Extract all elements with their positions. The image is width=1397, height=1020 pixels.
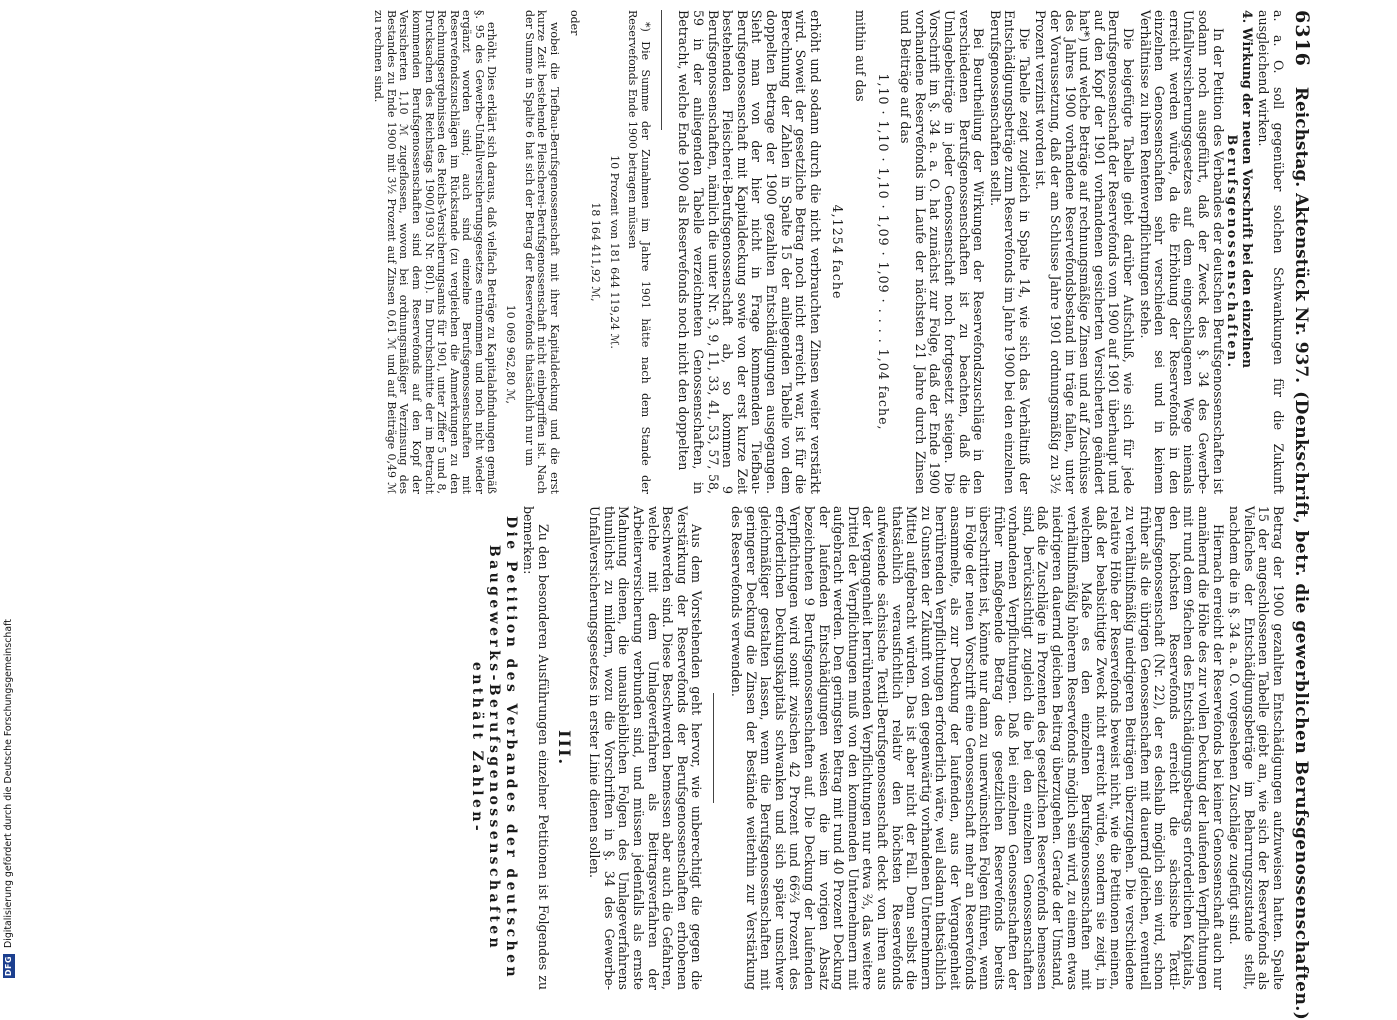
footnote-oder: oder <box>568 10 582 36</box>
section-heading <box>1225 10 1254 494</box>
footnote <box>372 10 651 494</box>
paragraph: Hiernach erreicht der Reservefonds bei keiner Genossenschaft auch nur annähernd die Höhe des zur vollen Deckung der laufenden Verpflichtungen mit rund dem 9fachen des Entschädigungsbetrags erforderlichen Kapitals, den höchsten Reservefonds erreicht die sächsische Textil-Berufsgenossenschaft (Nr. 22), der es deshalb möglich sein wird, schon früher als die übrigen Genossenschaften mit dauernd gleichen, eventuell zu verhältnißmäßig niedrigeren Beiträgen überzugehen. Die verschiedene relative Höhe der Reservefonds beweist nicht, wie die Petitionen meinen, daß der beabsichtigte Zweck nicht erreicht würde, sondern sie zeigt, in welchem Maße es den einzelnen Berufsgenossenschaften mit verhältnißmäßig höherem Reservefonds möglich sein wird, zu einem etwas niedrigeren dauernd gleichen Beitrag überzugehen. Gerade der Umstand, daß die Zuschläge in Prozenten des gesetzlichen Reservefonds bemessen sind, berücksichtigt zugleich die bei den einzelnen Genossenschaften vorhandenen Verpflichtungen. Daß bei einzelnen Genossenschaften der früher maßgebende Betrag des gesetzlichen Reservefonds bereits überschritten ist, könnte nur dann zu unerwünschten Folgen führen, wenn in Folge der neuen Vorschrift eine Genossenschaft mehr an Reservefonds ansammelte, als zur Deckung der laufenden, aus der Vergangenheit herrührenden Verpflichtungen erforderlich wäre, weil alsdann thatsächlich zu Gunsten der Zukunft von den gegenwärtig vorhandenen Unternehmern Mittel aufgebracht würden. Das ist aber nicht der Fall. Denn selbst die thatsächlich verausfichtlich relativ den höchsten Reservefonds aufweisende sächsische Textil-Berufsgenossenschaft deckt von ihren aus der Vergangenheit herrührenden Verpflichtungen nur etwa ⅔, das weitere Drittel der Verpflichtungen muß von den kommenden Unternehmern mit aufgebracht werden. Den geringsten Betrag mit rund 40 Prozent Deckung der laufenden Entschädigungen weisen die im vorigen Absatz bezeichneten 9 Berufsgenossenschaften auf. Die Deckung der laufenden Verpflichtungen wird somit zwischen 42 Prozent und 66⅔ Prozent des erforderlichen Deckungskapitals schwanken und sich später unschwer gleichmäßiger gestalten lassen, wenn die Berufsgenossenschaften mit geringerer Deckung die Zinsen der Bestände weiterhin zur Verstärkung des Reservefonds verwenden. <box>729 506 1226 990</box>
footnote-text: wobei die Tiefbau-Berufsgenossenschaft mit ihrer Kapitaldeckung und die erst kurze Zeit bestehende Fleischerei-Berufsgenossenschaft nicht einbegriffen ist. Nach der Summe in Spalte 6 hat sich der Betrag der Reservefonds thatsächlich nur um <box>522 10 561 494</box>
footnote-text: erhöht. Dies erklärt sich daraus, daß vielfach Beträge zu Kapitalabfindungen gemäß §. 95 des Gewerbe-Unfallversicherungsgesetzes entnommen und noch nicht wieder ergänzt worden sind; auch sind einzelne Berufsgenossenschaften mit Reservefondszuschlägen im Rückstande (zu vergleichen die Anmerkungen zu den Rechnungsergebnissen des Reichs-Versicherungsamts für 1901, unter Ziffer 5 und 8, Drucksachen des Reichstags 1900/1903 Nr. 801). Im Durchschnitte der im Betracht kommenden Berufsgenossenschaften sind dem Reservefonds auf den Kopf der Versicherten 1,10 ℳ zugeflossen, wovon bei ordnungsmäßiger Verzinsung des Bestandes zu Ende 1900 mit 3½ Prozent auf Zinsen 0,61 ℳ und auf Beiträge 0,49 ℳ zu rechnen sind. <box>372 10 499 494</box>
document-page <box>60 0 1320 1020</box>
left-column <box>370 10 1285 494</box>
running-head <box>1291 10 1313 1020</box>
paragraph: Betrag der 1900 gezahlten Entschädigungen aufzuweisen hatten. Spalte 15 der angeschlossenen Tabelle giebt an, wie sich der Reservefonds als Vielfaches der Entschädigungsbeträge im Beharrungszustande stellt, nachdem die in §. 34 a. a. O. vorgesehenen Zuschläge zugefügt sind. <box>1227 506 1286 990</box>
paragraph: erhöht und sodann durch die nicht verbrauchten Zinsen weiter verstärkt wird. Soweit der gesetzliche Betrag noch nicht erreicht war, ist für die Berechnung der Zahlen in Spalte 15 der anliegenden Tabelle von dem doppelten Betrage der 1900 gezahlten Entschädigungen ausgegangen. Sieht man von der hier nicht in Frage kommenden Tiefbau-Berufsgenossenschaft mit Kapitaldeckung sowie von der erst kurze Zeit bestehenden Fleischerei-Berufsgenossenschaft ab, so kommen 9 Berufsgenossenschaften, nämlich die unter Nr. 3, 9, 11, 33, 41, 53, 57, 58, 59 in der anliegenden Tabelle verzeichneten Genossenschaften, in Betracht, welche Ende 1900 als Reservefonds noch nicht den doppelten <box>676 10 823 494</box>
dfg-logo: DFG <box>4 955 13 977</box>
paragraph: mithin auf das <box>852 10 868 102</box>
divider <box>713 693 714 803</box>
paragraph: In der Petition des Verbandes der deutschen Berufsgenossenschaften ist sodann noch ausgeführt, daß der Zweck des §. 34 des Gewerbe-Unfallversicherungsgesetzes auf dem eingeschlagenen Wege niemals erreicht werden würde, da die Erhöhung der Reservefonds in den einzelnen Genossenschaften sehr verschieden sei und in keinem Verhältnisse zu ihren Rentenverpflichtungen stehe. <box>1137 10 1226 494</box>
section-heading-sub: Berufsgenossenschaften. <box>1225 134 1241 370</box>
paragraph: Die Tabelle zeigt zugleich in Spalte 14, wie sich das Verhältniß der Entschädigungsbeträge zum Reservefonds im Jahre 1900 bei den einzelnen Berufsgenossenschaften stellt. <box>987 10 1032 494</box>
paragraph: Zu den besonderen Ausführungen einzelner Petitionen ist Folgendes zu bemerken: <box>521 506 552 990</box>
paragraph: Die beigefügte Tabelle giebt darüber Aufschluß, wie sich für jede Berufsgenossenschaft der Reservefonds vom 1900 auf 1901 überhaupt und auf den Kopf der 1901 vorhandenen gesicherten Versicherten geändert hat*) und welche Beträge auf rechnungsmäßige Zinsen und auf Zuschüsse des Jahres 1900 vorhandene Reservefondsbestand im träge fallen, unter der Voraussetzung, daß der am Schlusse Jahre 1901 ordnungsmäßig zu 3½ Prozent verzinst worden ist. <box>1033 10 1137 494</box>
footnote-calculation: 10 Prozent von 181 644 119,24 ℳ. <box>607 155 621 349</box>
paragraph: Aus dem Vorstehenden geht hervor, wie unberechtigt die gegen die Verstärkung der Reservefonds der Berufsgenossenschaften erhobenen Beschwerden sind. Diese Beschwerden bemessen aber auch die Gefahren, welche mit dem Umlageverfahren als Beitragsverfahren der Arbeiterversicherung verbunden sind, und müssen jedenfalls als ernste Mahnung dienen, die unausbleiblichen Folgen des Umlageverfahrens thunlichst zu mildern, wozu die Vorschriften in §. 34 des Gewerbe-Unfallversicherungsgesetzes in erster Linie dienen sollen. <box>587 506 705 990</box>
paragraph: a. a. O. soll gegenüber solchen Schwankungen für die Zukunft ausgleichend wirken. <box>1256 10 1286 494</box>
side-credit-text: Digitalisierung gefördert durch die Deutsche Forschungsgemeinschaft <box>3 619 14 948</box>
running-document-title: (Denkschrift, betr. die gewerblichen Berufsgenossenschaften.) <box>1291 391 1311 1020</box>
footnote-sum: 10 069 962,80 ℳ, <box>504 304 518 404</box>
section-number: III. <box>554 729 574 767</box>
page-number: 6316 <box>1291 10 1313 67</box>
footnote-sum: 18 164 411,92 ℳ, <box>589 202 603 302</box>
right-column <box>370 506 1285 990</box>
formula-line: 1,10 · 1,10 · 1,10 · 1,09 · 1,09 · . . . . 1,04 fache, <box>875 73 891 431</box>
footnote-text: *) Die Summe der Zunahmen im Jahre 1901 hätte nach dem Stande der Reservefonds Ende 1900 betragen müssen <box>626 10 652 494</box>
section-heading-main: 4. Wirkung der neuen Vorschrift bei den einzelnen <box>1239 10 1255 368</box>
side-credit <box>0 0 18 1000</box>
paragraph: Bei Beurtheilung der Wirkungen der Reservefondszuschläge in den verschiedenen Berufsgenossenschaften ist zu beachten, daß die Umlagebeiträge in jeder Genossenschaft noch fortgesetzt steigen. Die Vorschrift im §. 34 a. a. O. hat zunächst zur Folge, daß der Ende 1900 vorhandene Reservefonds im Laufe der nächsten 21 Jahre durch Zinsen und Beiträge auf das <box>898 10 987 494</box>
footnote-rule <box>661 10 662 130</box>
text-columns <box>370 10 1285 990</box>
petition-heading: Die Petition des Verbandes der deutschen Baugewerks-Berufsgenossenschaften enthält Zahlen- <box>468 515 519 981</box>
factor-value: 4,1254 fache <box>830 204 846 300</box>
running-title: Reichstag. Aktenstück Nr. 937. <box>1291 86 1311 384</box>
